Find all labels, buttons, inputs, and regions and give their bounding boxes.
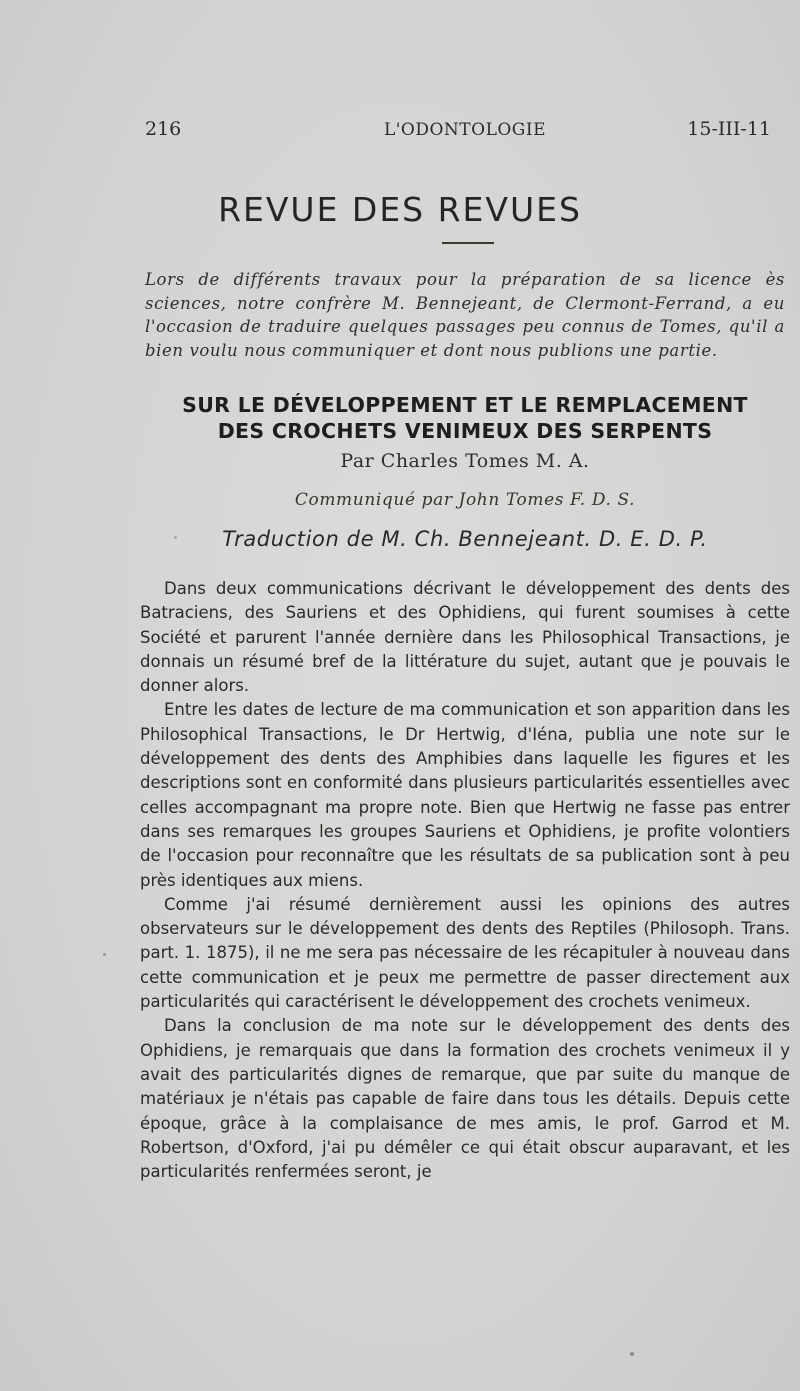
page-number: 216: [145, 118, 182, 140]
paper-speck: [174, 536, 177, 539]
communicated-by: Communiqué par John Tomes F. D. S.: [294, 490, 636, 510]
running-head: [145, 118, 785, 148]
paragraph: Entre les dates de lecture de ma communication et son apparition dans les Philosophical Transactions, le Dr Hertwig, d'Iéna, publia une note sur le développement des dents des Amphibies dans laquelle les figures et les descriptions sont en conformité dans plusieurs particularités essentielles avec celles accompagnant ma propre note. Bien que Hertwig ne fasse pas entrer dans ses remarques les groupes Sauriens et Ophidiens, je profite volontiers de l'occasion pour reconnaître que les résultats de sa publication sont à peu près identiques aux miens.: [140, 700, 790, 890]
paper-speck: [630, 1352, 634, 1356]
translation-credit: Traduction de M. Ch. Bennejeant. D. E. D. P.: [222, 527, 708, 551]
intro-note: Lors de différents travaux pour la préparation de sa licence ès sciences, notre confrère M. Bennejeant, de Clermont-Ferrand, a eu l'occasion de traduire quelques passages peu connus de Tomes, qu'il a bien voulu nous communiquer et dont nous publions une partie.: [145, 270, 785, 360]
paragraph: Dans deux communications décrivant le développement des dents des Batraciens, des Sauriens et des Ophidiens, qui furent soumises à cette Société et parurent l'année dernière dans les Philosophical Transactions, je donnais un résumé bref de la littérature du sujet, autant que je pouvais le donner alors.: [140, 579, 790, 696]
author-byline: Par Charles Tomes M. A.: [340, 450, 590, 472]
section-title: REVUE DES REVUES: [218, 190, 582, 229]
article-body: [140, 577, 790, 1184]
paper-speck: [103, 953, 106, 956]
issue-date: 15-III-11: [687, 118, 771, 140]
journal-name: L'ODONTOLOGIE: [383, 120, 547, 140]
paragraph: Dans la conclusion de ma note sur le développement des dents des Ophidiens, je remarquais que dans la formation des crochets venimeux il y avait des particularités dignes de remarque, que par suite du manque de matériaux je n'étais pas capable de faire dans tous les détails. Depuis cette époque, grâce à la complaisance de mes amis, le prof. Garrod et M. Robertson, d'Oxford, j'ai pu démêler ce qui était obscur auparavant, et les particularités renfermées seront, je: [140, 1016, 790, 1182]
article-title-line-2: DES CROCHETS VENIMEUX DES SERPENTS: [217, 419, 713, 443]
article-title-line-1: SUR LE DÉVELOPPEMENT ET LE REMPLACEMENT: [182, 393, 748, 417]
paragraph: Comme j'ai résumé dernièrement aussi les opinions des autres observateurs sur le développement des dents des Reptiles (Philosoph. Trans. part. 1. 1875), il ne me sera pas nécessaire de les récapituler à nouveau dans cette communication et je peux me permettre de passer directement aux particularités qui caractérisent le développement des crochets venimeux.: [140, 894, 790, 1012]
title-rule: [442, 242, 494, 244]
article-title: [140, 392, 790, 444]
